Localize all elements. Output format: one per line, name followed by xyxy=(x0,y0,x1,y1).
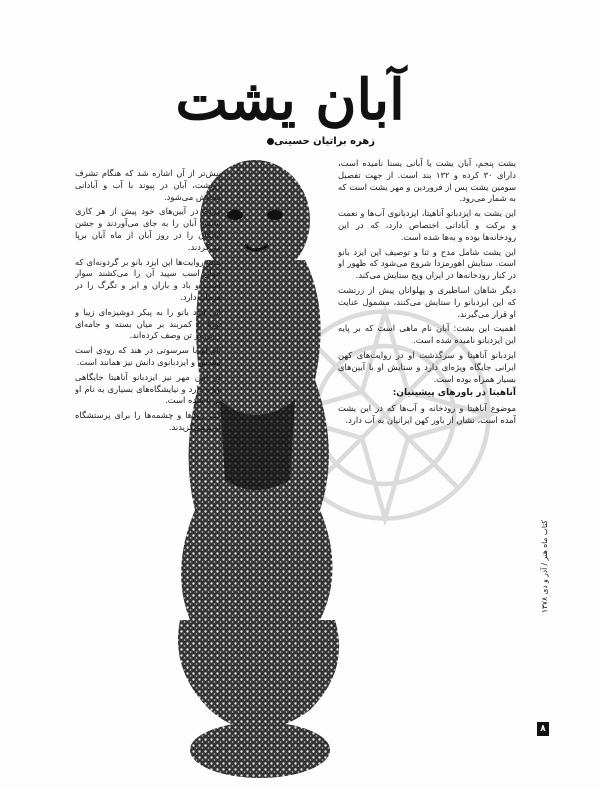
paragraph: نام او با سرسوتی در هند که رودی است مقدس و ایزدبانوی دانش نیز همانند است. xyxy=(75,345,221,367)
author-byline xyxy=(215,136,375,147)
right-column xyxy=(338,158,516,770)
paragraph: پیش‌تر از آن اشاره شد که هنگام تشرف زرتشت، آبان در پیوند با آب و آبادانی ستایش می‌شود. xyxy=(75,168,221,202)
article-title: آبان یشت xyxy=(175,67,405,133)
paragraph: مردم در آیین‌های خود پیش از هر کاری نیایش آبان را به جای می‌آوردند و جشن آبانگان را در روز آبان از ماه آبان برپا می‌کردند. xyxy=(75,206,221,252)
paragraph: اهمیت این یشت: آبان نام ماهی است که بر پایه این ایزدبانو نامیده شده است. xyxy=(338,323,516,346)
section-heading: آناهیتا در باورهای پیشینیان: xyxy=(392,388,516,399)
paragraph: این ایزد بانو را به پیکر دوشیزه‌ای زیبا و توانا با کمربند بر میان بسته و جامه‌ای زرین بر تن وصف کرده‌اند. xyxy=(75,306,221,341)
paragraph: در آیین مهر نیز ایزدبانو آناهیتا جایگاهی ویژه دارد و نیایشگاه‌های بسیاری به نام او بر پا شده است. xyxy=(75,371,221,406)
paragraph: ایزدبانو آناهیتا و سرگذشت او در روایت‌های کهن ایرانی جایگاه ویژه‌ای دارد و ستایش او با آیین‌های بسیار همراه بوده است. xyxy=(338,349,516,384)
paragraph: دیگر شاهان اساطیری و پهلوانان پیش از زرتشت که این ایزدبانو را ستایش می‌کنند، مشمول عنایت او قرار می‌گیرند. xyxy=(338,284,516,319)
paragraph: بنابر روایت‌ها این ایزد بانو بر گردونه‌ای که چهار اسب سپید آن را می‌کشند سوار است و باد و باران و ابر و تگرگ را در فرمان دارد. xyxy=(75,256,221,302)
bullet-icon xyxy=(267,138,274,145)
paragraph: یشت پنجم، آبان یشت یا آبانی ‌یسنا نامیده است، دارای ۳۰ کرده و ۱۳۲ بند است. از جهت تفصیل سومین یشت پس از فروردین و مهر یشت است که به شمار می‌رود. xyxy=(338,158,516,204)
paragraph: کنار رودها و چشمه‌ها را برای پرستشگاه او برمی‌گزیدند. xyxy=(75,410,221,432)
page-number: ۸ xyxy=(537,722,549,736)
paragraph: موضوع آناهیتا و رودخانه و آب‌ها که در این یشت آمده است، نشان از باور کهن ایرانیان به آب دارد. xyxy=(338,403,516,425)
left-column xyxy=(75,168,221,770)
running-head: کتاب ماه هنر / آذر و دی ۱۳۷۸ xyxy=(540,520,549,613)
paragraph: این یشت شامل مدح و ثنا و توصیف این ایزد بانو است. ستایش اهورمزدا شروع می‌شود که ظهور او در کنار رودخانه‌ها در ایران ویج ستایش می‌کند. xyxy=(338,246,516,281)
paragraph: این یشت به ایزدبانو آناهیتا، ایزدبانوی آب‌ها و نعمت و برکت و آبادانی اختصاص دارد، که در این رودخانه‌ها بوده و به‌ها شده است. xyxy=(338,208,516,242)
author-name: زهره براتیان حسینی xyxy=(274,136,375,147)
